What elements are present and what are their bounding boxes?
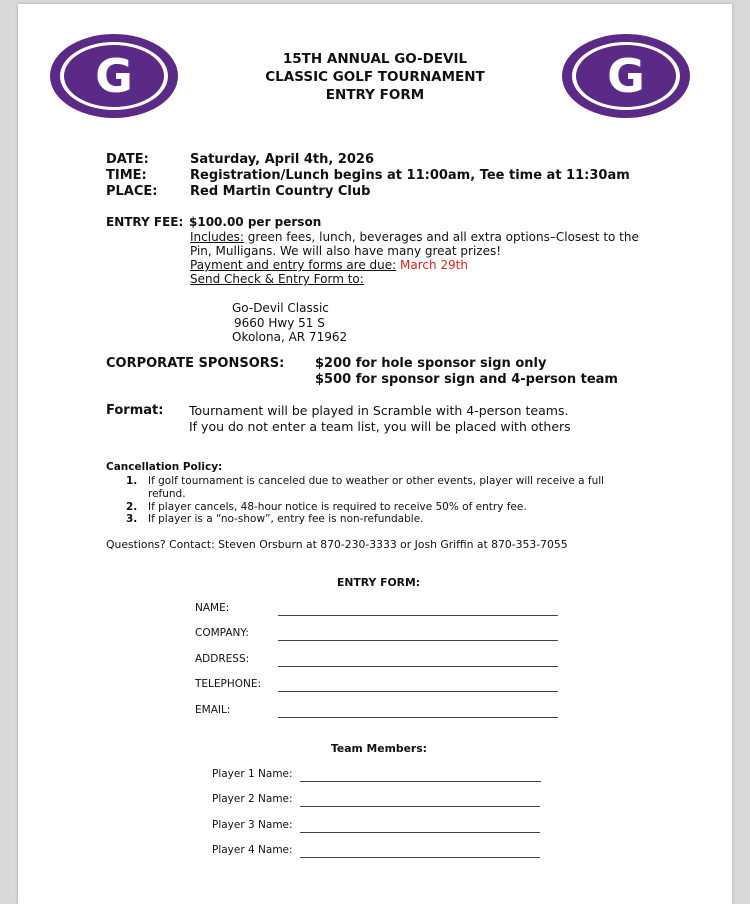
includes-label: Includes:	[190, 230, 244, 244]
address-line-3: Okolona, AR 71962	[232, 330, 348, 344]
title-line-3: ENTRY FORM	[325, 87, 425, 103]
entry-form-title: ENTRY FORM:	[337, 576, 421, 589]
address-line-2: 9660 Hwy 51 S	[234, 316, 325, 330]
entry-fee-label: ENTRY FEE:	[106, 215, 184, 229]
cancellation-item-3: If player is a “no-show”, entry fee is non-refundable.	[148, 513, 424, 525]
name-field-line[interactable]	[278, 615, 558, 616]
email-field-label: EMAIL:	[195, 704, 231, 716]
format-label: Format:	[106, 403, 164, 418]
format-line-2: If you do not enter a team list, you will be placed with others	[189, 419, 571, 434]
includes-text-2: Pin, Mulligans. We will also have many great prizes!	[190, 244, 502, 258]
time-label: TIME:	[106, 168, 147, 183]
cancellation-item-1-num: 1.	[126, 475, 138, 487]
questions-contact: Questions? Contact: Steven Orsburn at 870-230-3333 or Josh Griffin at 870-353-7055	[106, 538, 568, 551]
fee-includes-line	[190, 230, 639, 244]
telephone-field-label: TELEPHONE:	[195, 678, 262, 690]
player-3-label: Player 3 Name:	[212, 819, 293, 831]
email-field-line[interactable]	[278, 717, 558, 718]
player-4-label: Player 4 Name:	[212, 844, 293, 856]
date-label: DATE:	[106, 152, 149, 167]
cancellation-item-2-num: 2.	[126, 501, 138, 513]
address-field-label: ADDRESS:	[195, 653, 250, 665]
date-value: Saturday, April 4th, 2026	[190, 152, 374, 167]
company-field-label: COMPANY:	[195, 627, 249, 639]
player-2-line[interactable]	[300, 806, 540, 807]
cancellation-title: Cancellation Policy:	[106, 461, 223, 473]
cancellation-item-2: If player cancels, 48-hour notice is required to receive 50% of entry fee.	[148, 501, 527, 513]
address-field-line[interactable]	[278, 666, 558, 667]
place-label: PLACE:	[106, 184, 158, 199]
sponsor-option-1: $200 for hole sponsor sign only	[315, 356, 547, 371]
send-text: Send Check & Entry Form to:	[190, 272, 364, 286]
team-members-title: Team Members:	[331, 742, 427, 755]
sponsor-option-2: $500 for sponsor sign and 4-person team	[315, 372, 618, 387]
title-line-2: CLASSIC GOLF TOURNAMENT	[265, 69, 485, 85]
due-line	[190, 258, 468, 272]
cancellation-item-3-num: 3.	[126, 513, 138, 525]
includes-text: green fees, lunch, beverages and all extra options–Closest to the	[243, 230, 639, 244]
sponsors-label: CORPORATE SPONSORS:	[106, 356, 285, 371]
player-1-label: Player 1 Name:	[212, 768, 293, 780]
format-line-1: Tournament will be played in Scramble with 4-person teams.	[189, 403, 569, 418]
company-field-line[interactable]	[278, 640, 558, 641]
address-line-1: Go-Devil Classic	[232, 301, 329, 315]
cancellation-item-1-cont: refund.	[148, 488, 186, 500]
time-value: Registration/Lunch begins at 11:00am, Tee time at 11:30am	[190, 168, 630, 183]
due-text: Payment and entry forms are due:	[190, 258, 397, 272]
entry-form-page	[18, 4, 732, 904]
place-value: Red Martin Country Club	[190, 184, 371, 199]
name-field-label: NAME:	[195, 602, 230, 614]
player-3-line[interactable]	[300, 832, 540, 833]
player-2-label: Player 2 Name:	[212, 793, 293, 805]
player-1-line[interactable]	[300, 781, 541, 782]
due-date: March 29th	[396, 258, 468, 272]
entry-fee-value: $100.00 per person	[189, 215, 322, 229]
title-line-1: 15TH ANNUAL GO-DEVIL	[282, 51, 468, 67]
telephone-field-line[interactable]	[278, 691, 558, 692]
logo-letter: G	[607, 49, 645, 103]
logo-letter: G	[95, 49, 133, 103]
cancellation-item-1: If golf tournament is canceled due to weather or other events, player will receive a full	[148, 475, 605, 487]
player-4-line[interactable]	[300, 857, 540, 858]
